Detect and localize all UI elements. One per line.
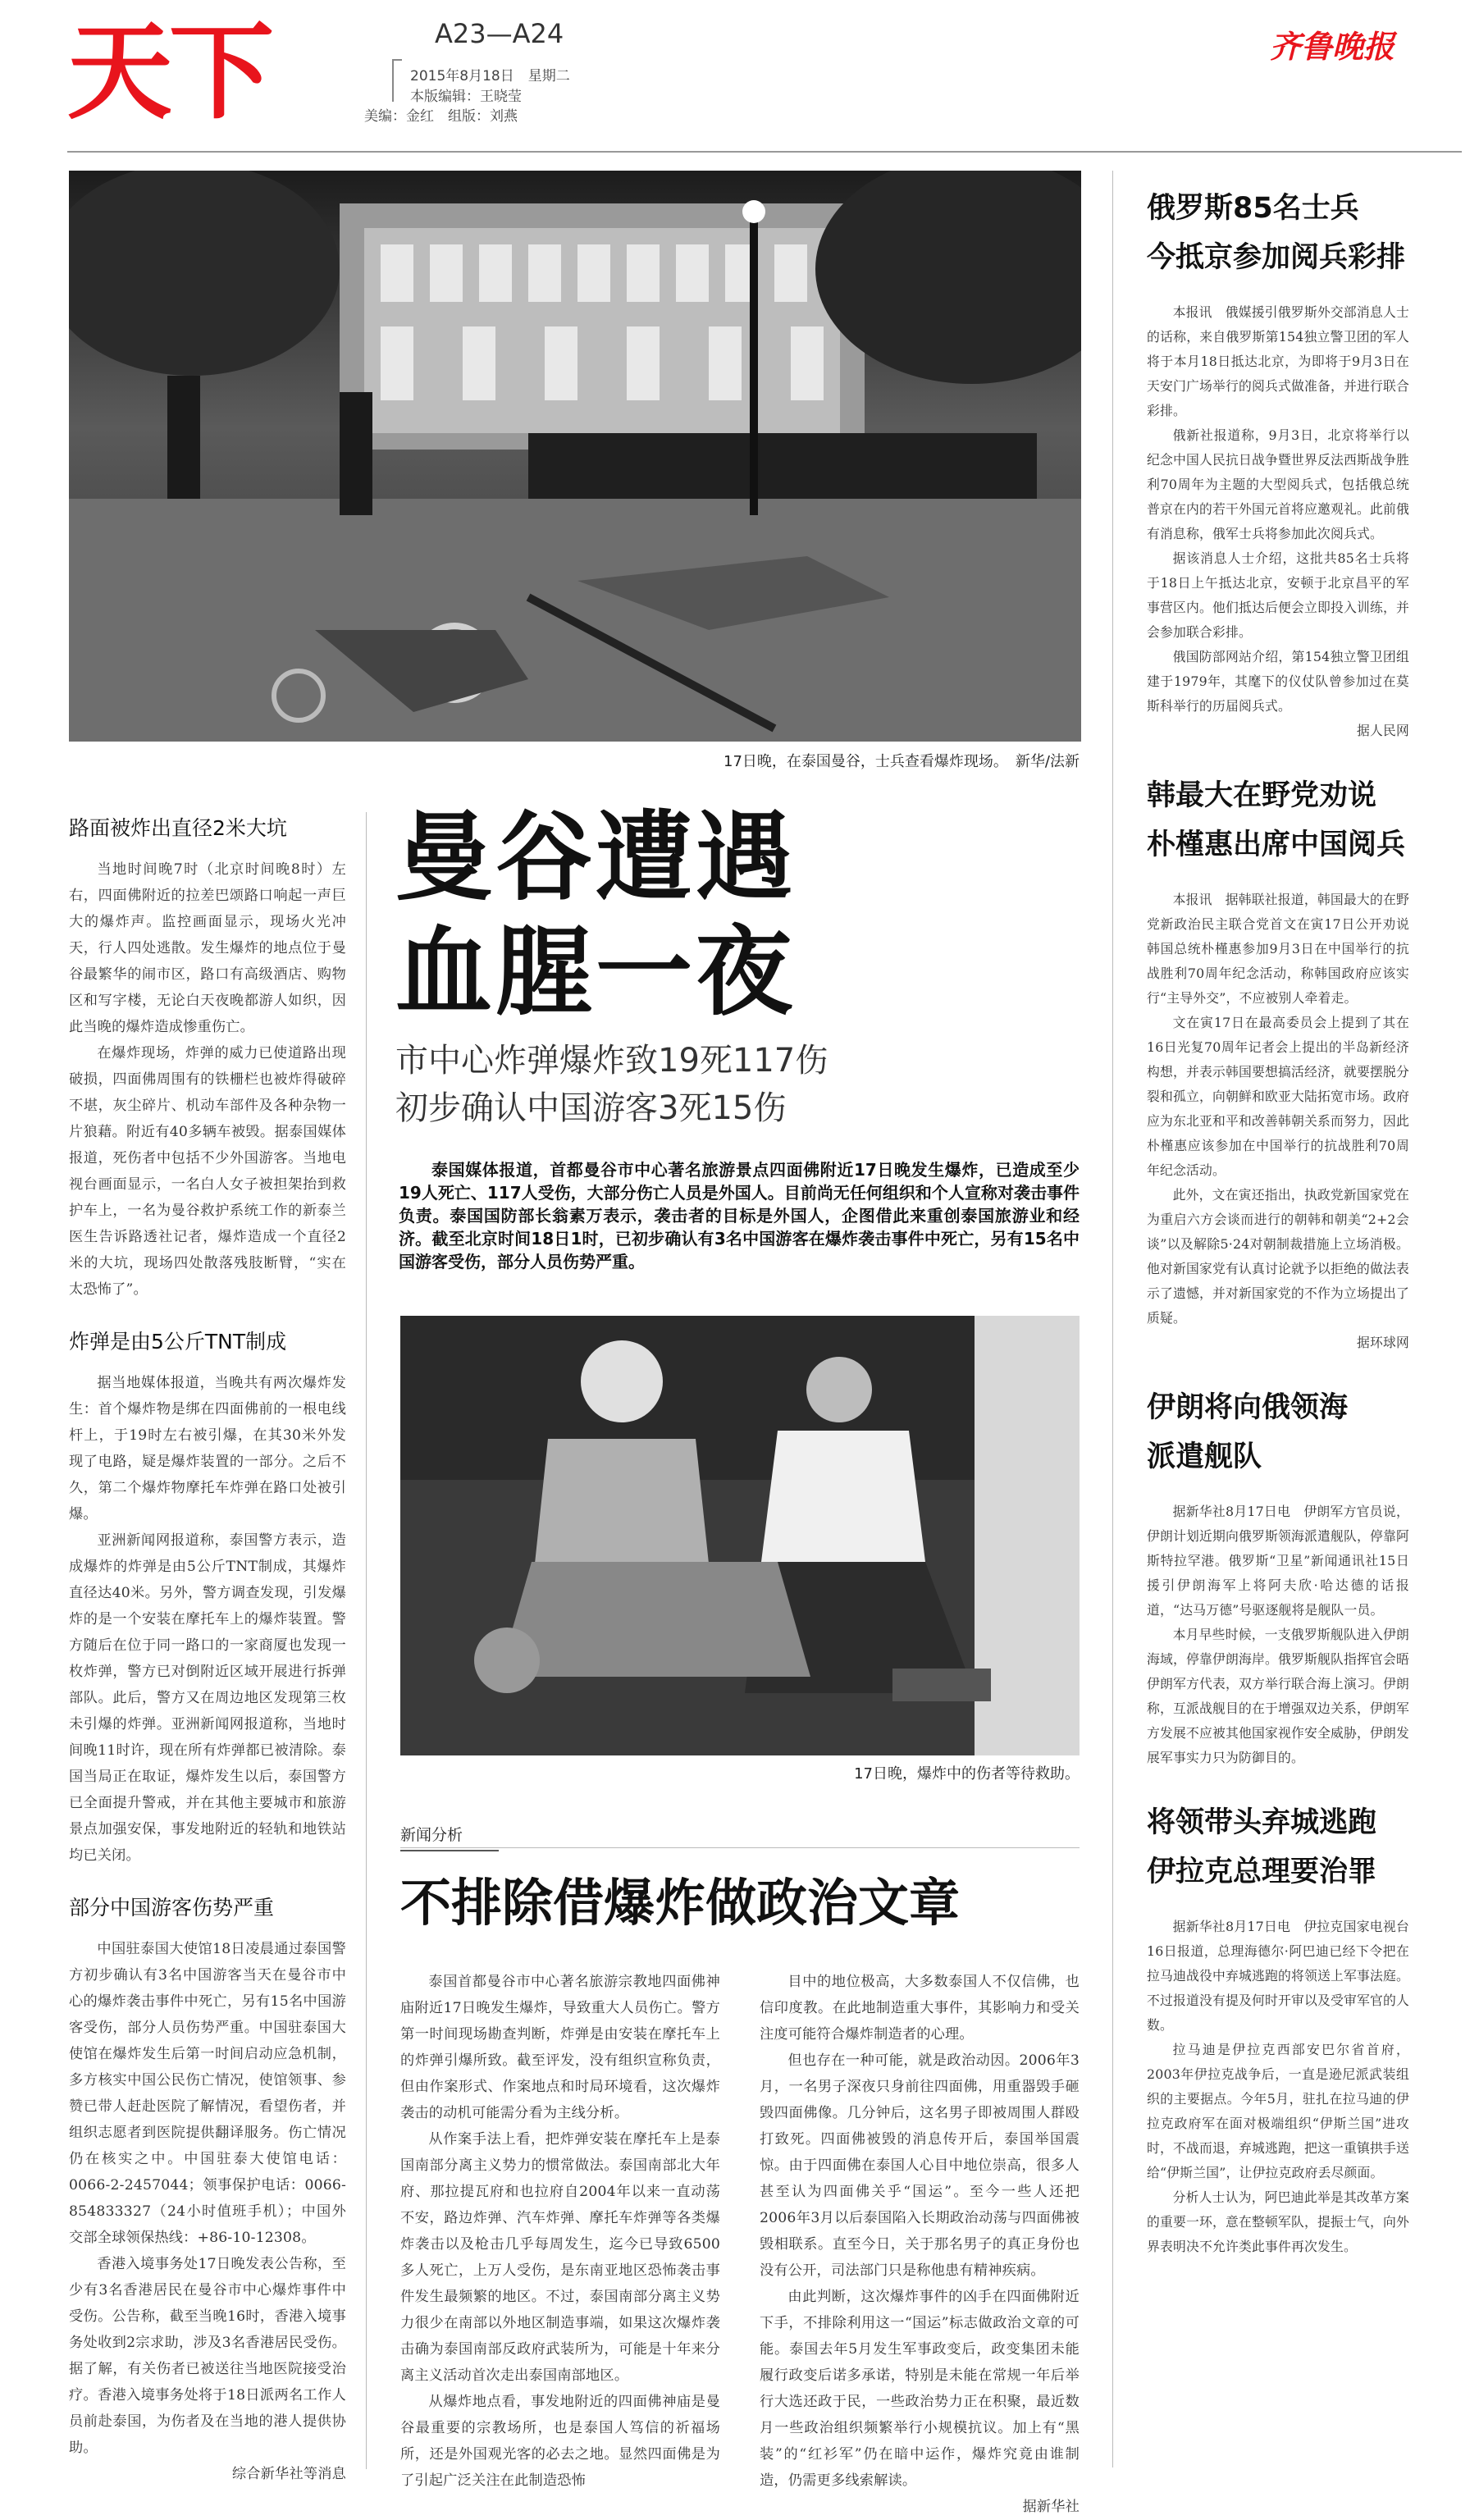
analysis-tag: 新闻分析 bbox=[400, 1823, 499, 1851]
paragraph: 从爆炸地点看，事发地附近的四面佛神庙是曼谷最重要的宗教场所，也是泰国人笃信的祈福场所，还是外国观光客的必去之地。显然四面佛是为了引起广泛关注在此制造恐怖 bbox=[400, 2394, 720, 2489]
analysis-column-1 bbox=[400, 1969, 720, 2494]
brief-heading-iraq: 将领带头弃城逃跑 伊拉克总理要治罪 bbox=[1147, 1806, 1377, 1888]
paper-logo: 齐鲁晚报 bbox=[1270, 28, 1395, 65]
section-heading-crater: 路面被炸出直径2米大坑 bbox=[69, 816, 287, 840]
paragraph: 从作案手法上看，把炸弹安装在摩托车上是泰国南部分离主义势力的惯常做法。泰国南部北大年府、那拉提瓦府和也拉府自2004年以来一直动荡不安，路边炸弹、汽车炸弹、摩托车炸弹等各类爆炸袭击以及枪击几乎每周发生，迄今已导致6500多人死亡，上万人受伤，是东南亚地区恐怖袭击事件发生最频繁的地区。不过，泰国南部分离主义势力很少在南部以外地区制造事端，如果这次爆炸袭击确为泰国南部反政府武装所为，可能是十年来分离主义活动首次走出泰国南部地区。 bbox=[400, 2131, 720, 2384]
paragraph: 当地时间晚7时（北京时间晚8时）左右，四面佛附近的拉差巴颂路口响起一声巨大的爆炸声。监控画面显示，现场火光冲天，行人四处逃散。发生爆炸的地点位于曼谷最繁华的闹市区，路口有高级酒店、购物区和写字楼，无论白天夜晚都游人如织，因此当晚的爆炸造成惨重伤亡。 bbox=[69, 861, 346, 1035]
paragraph: 据新华社8月17日电 伊拉克国家电视台16日报道，总理海德尔·阿巴迪已经下令把在拉马迪战役中弃城逃跑的将领送上军事法庭。不过报道没有提及何时开审以及受审军官的人数。 bbox=[1147, 1919, 1409, 2033]
analysis-rule bbox=[400, 1847, 1080, 1848]
masthead-bracket bbox=[392, 59, 402, 102]
brief-body-russia bbox=[1147, 300, 1409, 743]
left-column-source: 综合新华社等消息 bbox=[231, 2466, 346, 2482]
main-subhead-line2: 初步确认中国游客3死15伤 bbox=[395, 1089, 787, 1127]
paragraph: 香港入境事务处17日晚发表公告称，至少有3名香港居民在曼谷市中心爆炸事件中受伤。公告称，截至当晚16时，香港入境事务处收到2宗求助，涉及3名香港居民受伤。据了解，有关伤者已被送往当地医院接受治疗。香港入境事务处将于18日派两名工作人员前赴泰国，为伤者及在当地的港人提供协助。 bbox=[69, 2256, 346, 2456]
brief-body-iran bbox=[1147, 1500, 1409, 1770]
section-body-chinese-tourists bbox=[69, 1936, 346, 2461]
main-headline-line1: 曼谷遭遇 bbox=[395, 801, 797, 914]
photo-injured-waiting bbox=[400, 1316, 1080, 1755]
paragraph: 在爆炸现场，炸弹的威力已使道路出现破损，四面佛周围有的铁栅栏也被炸得破碎不堪，灰尘碎片、机动车部件及各种杂物一片狼藉。附近有40多辆车被毁。据泰国媒体报道，死伤者中包括不少外国游客。当地电视台画面显示，一名白人女子被担架抬到救护车上，一名为曼谷救护系统工作的新泰兰医生告诉路透社记者，爆炸造成一个直径2米的大坑，现场四处散落残肢断臂，“实在太恐怖了”。 bbox=[69, 1045, 346, 1298]
paragraph: 据该消息人士介绍，这批共85名士兵将于18日上午抵达北京，安顿于北京昌平的军事营区内。他们抵达后便会立即投入训练，并会参加联合彩排。 bbox=[1147, 550, 1409, 640]
column-divider-left bbox=[366, 812, 367, 2469]
paragraph: 泰国首都曼谷市中心著名旅游宗教地四面佛神庙附近17日晚发生爆炸，导致重大人员伤亡。警方第一时间现场勘查判断，炸弹是由安装在摩托车上的炸弹引爆所致。截至评发，没有组织宣称负责，但由作案形式、作案地点和时局环境看，这次爆炸袭击的动机可能需分看为主线分析。 bbox=[400, 1974, 720, 2121]
right-column bbox=[1147, 184, 1409, 2259]
paragraph: 分析人士认为，阿巴迪此举是其改革方案的重要一环，意在整顿军队，提振士气，向外界表明决不允许类此事件再次发生。 bbox=[1147, 2189, 1409, 2254]
main-lead: 泰国媒体报道，首都曼谷市中心著名旅游景点四面佛附近17日晚发生爆炸，已造成至少19人死亡、117人受伤，大部分伤亡人员是外国人。目前尚无任何组织和个人宣称对袭击事件负责。泰国国防部长翁素万表示，袭击者的目标是外国人，企图借此来重创泰国旅游业和经济。截至北京时间18日1时，已初步确认有3名中国游客在爆炸袭击事件中死亡，另有15名中国游客受伤，部分人员伤势严重。 bbox=[399, 1160, 1080, 1271]
paragraph: 拉马迪是伊拉克西部安巴尔省首府，2003年伊拉克战争后，一直是逊尼派武装组织的主要据点。今年5月，驻扎在拉马迪的伊拉克政府军在面对极端组织“伊斯兰国”进攻时，不战而退，弃城逃跑，把这一重镇拱手送给“伊斯兰国”，让伊拉克政府丢尽颜面。 bbox=[1147, 2042, 1409, 2180]
brief-heading-iran: 伊朗将向俄领海 派遣舰队 bbox=[1147, 1391, 1349, 1473]
section-heading-chinese-tourists: 部分中国游客伤势严重 bbox=[69, 1896, 275, 1920]
blast-scene-illustration bbox=[69, 171, 1081, 742]
paragraph: 据新华社8月17日电 伊朗军方官员说，伊朗计划近期向俄罗斯领海派遣舰队，停靠阿斯特拉罕港。俄罗斯“卫星”新闻通讯社15日援引伊朗海军上将阿夫欣·哈达德的话报道，“达马万德”号驱逐舰将是舰队一员。 bbox=[1147, 1504, 1409, 1618]
brief-heading-russia: 俄罗斯85名士兵 今抵京参加阅兵彩排 bbox=[1147, 192, 1406, 274]
paragraph: 俄新社报道称，9月3日，北京将举行以纪念中国人民抗日战争暨世界反法西斯战争胜利70周年为主题的大型阅兵式，包括俄总统普京在内的若干外国元首将应邀观礼。此前俄有消息称，俄军士兵将参加此次阅兵式。 bbox=[1147, 427, 1409, 541]
analysis-source: 据新华社 bbox=[1022, 2499, 1080, 2515]
page-numbers: A23—A24 bbox=[435, 18, 564, 49]
main-headline-line2: 血腥一夜 bbox=[395, 915, 797, 1029]
design-credit: 美编：金红 组版：刘燕 bbox=[364, 108, 518, 125]
paragraph: 本报讯 俄媒援引俄罗斯外交部消息人士的话称，来自俄罗斯第154独立警卫团的军人将于本月18日抵达北京，为即将于9月3日在天安门广场举行的阅兵式做准备，并进行联合彩排。 bbox=[1147, 304, 1409, 418]
section-title: 天下 bbox=[67, 11, 272, 134]
left-column bbox=[69, 812, 346, 2487]
editor-credit: 本版编辑：王晓莹 bbox=[410, 89, 522, 105]
column-divider-right bbox=[1112, 171, 1113, 2468]
section-heading-tnt: 炸弹是由5公斤TNT制成 bbox=[69, 1330, 287, 1354]
paragraph: 亚洲新闻网报道称，泰国警方表示，造成爆炸的炸弹是由5公斤TNT制成，其爆炸直径达40米。另外，警方调查发现，引发爆炸的是一个安装在摩托车上的爆炸装置。警方随后在位于同一路口的一家商厦也发现一枚炸弹，警方已对倒附近区域开展进行拆弹部队。此后，警方又在周边地区发现第三枚未引爆的炸弹。亚洲新闻网报道称，当地时间晚11时许，现在所有炸弹都已被清除。泰国当局正在取证，爆炸发生以后，泰国警方已全面提升警戒，并在其他主要城市和旅游景点加强安保，事发地附近的轻轨和地铁站均已关闭。 bbox=[69, 1532, 346, 1864]
analysis-headline: 不排除借爆炸做政治文章 bbox=[400, 1873, 961, 1933]
analysis-column-2 bbox=[760, 1969, 1080, 2520]
paragraph: 由此判断，这次爆炸事件的凶手在四面佛附近下手，不排除利用这一“国运”标志做政治文章的可能。泰国去年5月发生军事政变后，政变集团未能履行政变后诺多承诺，特别是未能在常规一年后举行大选还政于民，一些政治势力正在积聚，最近数月一些政治组织频繁举行小规模抗议。加上有“黑装”的“红衫军”仍在暗中运作，爆炸究竟由谁制造，仍需更多线索解读。 bbox=[760, 2289, 1080, 2489]
paragraph: 但也存在一种可能，就是政治动因。2006年3月，一名男子深夜只身前往四面佛，用重器毁手砸毁四面佛像。几分钟后，这名男子即被周围人群殴打致死。四面佛被毁的消息传开后，泰国举国震惊。由于四面佛在泰国人心目中地位崇高，很多人甚至认为四面佛关乎“国运”。至今一些人还把2006年3月以后泰国陷入长期政治动荡与四面佛被毁相联系。直至今日，关于那名男子的真正身份也没有公开，司法部门只是称他患有精神疾病。 bbox=[760, 2052, 1080, 2279]
paragraph: 本月早些时候，一支俄罗斯舰队进入伊朗海域，停靠伊朗海岸。俄罗斯舰队指挥官会晤伊朗军方代表，双方举行联合海上演习。伊朗称，互派战舰目的在于增强双边关系，伊朗军方发展不应被其他国家视作安全威胁，伊朗发展军事实力只为防御目的。 bbox=[1147, 1627, 1409, 1765]
brief-body-korea bbox=[1147, 888, 1409, 1355]
paragraph: 中国驻泰国大使馆18日凌晨通过泰国警方初步确认有3名中国游客当天在曼谷市中心的爆炸袭击事件中死亡，另有15名中国游客受伤，部分人员伤势严重。中国驻泰国大使馆在爆炸发生后第一时间启动应急机制，多方核实中国公民伤亡情况，使馆领事、参赞已带人赶赴医院了解情况，看望伤者，并组织志愿者到医院提供翻译服务。伤亡情况仍在核实之中。中国驻泰大使馆电话：0066-2-2457044；领事保护电话：0066-854833327（24小时值班手机）；中国外交部全球领保热线：+86-10-12308。 bbox=[69, 1941, 346, 2246]
brief-source-russia: 据人民网 bbox=[1357, 723, 1409, 738]
injured-scene-illustration bbox=[400, 1316, 1080, 1755]
masthead-rule bbox=[67, 151, 1462, 153]
paragraph: 此外，文在寅还指出，执政党新国家党在为重启六方会谈而进行的朝韩和朝美“2+2会谈”以及解除5·24对朝制裁措施上立场消极。他对新国家党有认真讨论就予以拒绝的做法表示了遗憾，并对新国家党的不作为立场提出了质疑。 bbox=[1147, 1187, 1409, 1326]
paragraph: 俄国防部网站介绍，第154独立警卫团组建于1979年，其麾下的仪仗队曾参加过在莫斯科举行的历届阅兵式。 bbox=[1147, 649, 1409, 714]
top-photo-blast-scene bbox=[69, 171, 1081, 742]
top-photo-caption: 17日晚，在泰国曼谷，士兵查看爆炸现场。 新华/法新 bbox=[724, 753, 1080, 770]
main-subhead-line1: 市中心炸弹爆炸致19死117伤 bbox=[395, 1042, 829, 1080]
photo-injured-caption: 17日晚，爆炸中的伤者等待救助。 bbox=[854, 1765, 1080, 1783]
brief-source-korea: 据环球网 bbox=[1357, 1335, 1409, 1350]
paragraph: 据当地媒体报道，当晚共有两次爆炸发生：首个爆炸物是绑在四面佛前的一根电线杆上，于19时左右被引爆，在其30米外发现了电路，疑是爆炸装置的一部分。之后不久，第二个爆炸物摩托车炸弹在路口处被引爆。 bbox=[69, 1375, 346, 1522]
brief-heading-korea: 韩最大在野党劝说 朴槿惠出席中国阅兵 bbox=[1147, 779, 1406, 861]
paragraph: 文在寅17日在最高委员会上提到了其在16日光复70周年记者会上提出的半岛新经济构想，并表示韩国要想搞活经济，就要摆脱分裂和孤立，向朝鲜和欧亚大陆拓宽市场。政府应为东北亚和平和改善韩朝关系而努力，因此朴槿惠应该参加在中国举行的抗战胜利70周年纪念活动。 bbox=[1147, 1015, 1409, 1178]
brief-body-iraq bbox=[1147, 1915, 1409, 2259]
section-body-tnt bbox=[69, 1370, 346, 1869]
section-body-crater bbox=[69, 856, 346, 1303]
issue-date: 2015年8月18日 星期二 bbox=[410, 68, 570, 84]
paragraph: 本报讯 据韩联社报道，韩国最大的在野党新政治民主联合党首文在寅17日公开劝说韩国总统朴槿惠参加9月3日在中国举行的抗战胜利70周年纪念活动，称韩国政府应该实行“主导外交”，不应被别人牵着走。 bbox=[1147, 892, 1409, 1006]
paragraph: 目中的地位极高，大多数泰国人不仅信佛，也信印度教。在此地制造重大事件，其影响力和受关注度可能符合爆炸制造者的心理。 bbox=[760, 1974, 1080, 2043]
